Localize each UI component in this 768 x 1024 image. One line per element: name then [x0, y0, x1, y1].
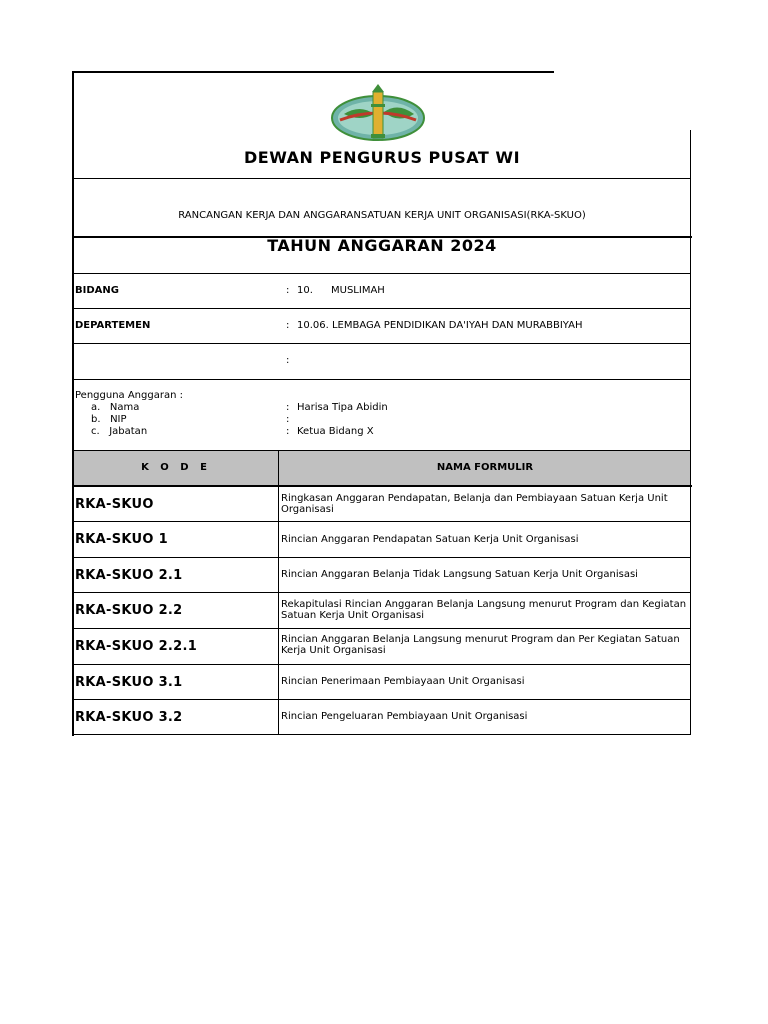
table-row-line [73, 699, 691, 700]
table-header-kode: K O D E [141, 462, 211, 473]
divider-3 [73, 343, 691, 344]
table-bottom-line [73, 734, 691, 735]
table-row-line [73, 521, 691, 522]
divider-1 [73, 273, 691, 274]
table-row-description: Ringkasan Anggaran Pendapatan, Belanja dan Pembiayaan Satuan Kerja Unit Organisasi [281, 493, 668, 515]
departemen-label: DEPARTEMEN [75, 320, 151, 331]
divider-4 [73, 379, 691, 380]
table-header-top [73, 450, 691, 451]
table-row-line [73, 664, 691, 665]
bidang-value: MUSLIMAH [331, 285, 385, 296]
jabatan-value: Ketua Bidang X [297, 426, 374, 437]
bidang-label: BIDANG [75, 285, 119, 296]
table-row-line [73, 628, 691, 629]
departemen-colon: : [286, 320, 290, 331]
organization-emblem-logo [330, 84, 426, 144]
table-row-code: RKA-SKUO 2.2.1 [75, 639, 198, 654]
table-row-code: RKA-SKUO [75, 497, 154, 512]
nama-value: Harisa Tipa Abidin [297, 402, 388, 413]
table-row-description: Rincian Pengeluaran Pembiayaan Unit Organisasi [281, 711, 528, 722]
organization-title: DEWAN PENGURUS PUSAT WI [243, 148, 521, 167]
jabatan-label: c. Jabatan [91, 426, 148, 437]
budget-year-title: TAHUN ANGGARAN 2024 [267, 238, 497, 255]
bidang-code: 10. [297, 285, 313, 296]
departemen-value: 10.06. LEMBAGA PENDIDIKAN DA'IYAH DAN MURABBIYAH [297, 320, 583, 331]
nama-label: a. Nama [91, 402, 140, 413]
divider-after-title [73, 178, 691, 179]
table-row-description: Rincian Anggaran Belanja Langsung menurut Program dan Per Kegiatan Satuan Kerja Unit Organisasi [281, 634, 680, 656]
table-row-code: RKA-SKUO 3.1 [75, 675, 183, 690]
table-row-line [73, 592, 691, 593]
jabatan-colon: : [286, 426, 290, 437]
nip-label: b. NIP [91, 414, 127, 425]
blank-colon: : [286, 355, 290, 366]
table-header-bottom [73, 485, 692, 487]
table-row-code: RKA-SKUO 2.2 [75, 603, 183, 618]
table-row-code: RKA-SKUO 1 [75, 532, 168, 547]
table-row-description: Rincian Anggaran Pendapatan Satuan Kerja Unit Organisasi [281, 534, 579, 545]
divider-2 [73, 308, 691, 309]
table-header-nama-formulir: NAMA FORMULIR [436, 462, 534, 473]
nip-colon: : [286, 414, 290, 425]
info-right-line [690, 238, 691, 450]
document-subtitle: RANCANGAN KERJA DAN ANGGARANSATUAN KERJA UNIT ORGANISASI(RKA-SKUO) [178, 210, 586, 221]
frame-top-line [72, 71, 554, 73]
pengguna-anggaran-label: Pengguna Anggaran : [75, 390, 183, 401]
bidang-colon: : [286, 285, 290, 296]
nama-colon: : [286, 402, 290, 413]
table-row-description: Rekapitulasi Rincian Anggaran Belanja Langsung menurut Program dan Kegiatan Satuan Kerja Unit Organisasi [281, 599, 687, 621]
table-row-description: Rincian Penerimaan Pembiayaan Unit Organisasi [281, 676, 525, 687]
table-row-description: Rincian Anggaran Belanja Tidak Langsung Satuan Kerja Unit Organisasi [281, 569, 638, 580]
subtitle-right-line [690, 178, 691, 238]
table-row-code: RKA-SKUO 2.1 [75, 568, 183, 583]
table-row-line [73, 557, 691, 558]
table-row-code: RKA-SKUO 3.2 [75, 710, 183, 725]
